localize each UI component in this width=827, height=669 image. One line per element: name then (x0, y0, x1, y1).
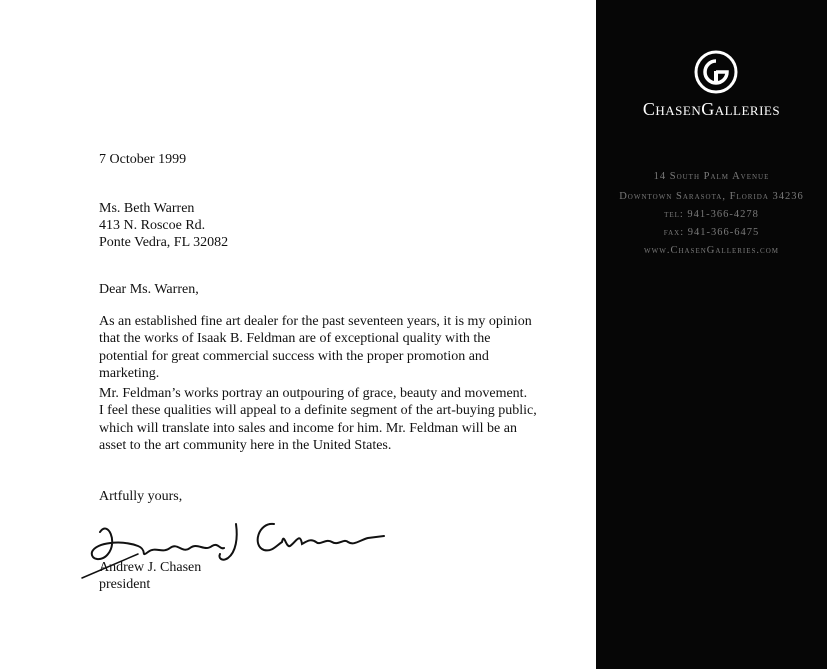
address-line-tel: tel: 941-366-4278 (664, 209, 759, 220)
paragraph-2-line: Mr. Feldman’s works portray an outpouring of grace, beauty and movement. (99, 386, 528, 401)
paragraph-1-line: potential for great commercial success with the proper promotion and (99, 348, 489, 364)
paragraph-1 (99, 313, 569, 382)
paragraph-1-line: that the works of Isaak B. Feldman are of exceptional quality with the (99, 331, 491, 347)
gallery-logo-icon (692, 48, 740, 96)
paragraph-1-line: As an established fine art dealer for the past seventeen years, it is my opinion (99, 314, 532, 329)
recipient-city: Ponte Vedra, FL 32082 (99, 235, 229, 250)
gallery-brand-name: ChasenGalleries (642, 99, 781, 119)
recipient-name: Ms. Beth Warren (99, 201, 195, 216)
letter-date: 7 October 1999 (99, 152, 187, 167)
signer-name: Andrew J. Chasen (99, 560, 202, 575)
paragraph-2-line: which will translate into sales and income for him. Mr. Feldman will be an (99, 420, 517, 436)
paragraph-2 (99, 385, 569, 454)
salutation: Dear Ms. Warren, (99, 282, 199, 297)
address-line-city: Downtown Sarasota, Florida 34236 (619, 191, 804, 202)
recipient-street: 413 N. Roscoe Rd. (99, 218, 206, 233)
paragraph-2-line: I feel these qualities will appeal to a definite segment of the art-buying public, (99, 403, 537, 419)
address-line-fax: fax: 941-366-6475 (663, 227, 760, 238)
address-line-web: www.ChasenGalleries.com (644, 245, 779, 256)
signer-title: president (99, 577, 151, 592)
paragraph-1-line: marketing. (99, 365, 160, 381)
closing: Artfully yours, (99, 489, 183, 504)
address-line-street: 14 South Palm Avenue (653, 171, 770, 182)
paragraph-2-line: asset to the art community here in the United States. (99, 437, 392, 453)
letterhead-panel (596, 0, 827, 669)
